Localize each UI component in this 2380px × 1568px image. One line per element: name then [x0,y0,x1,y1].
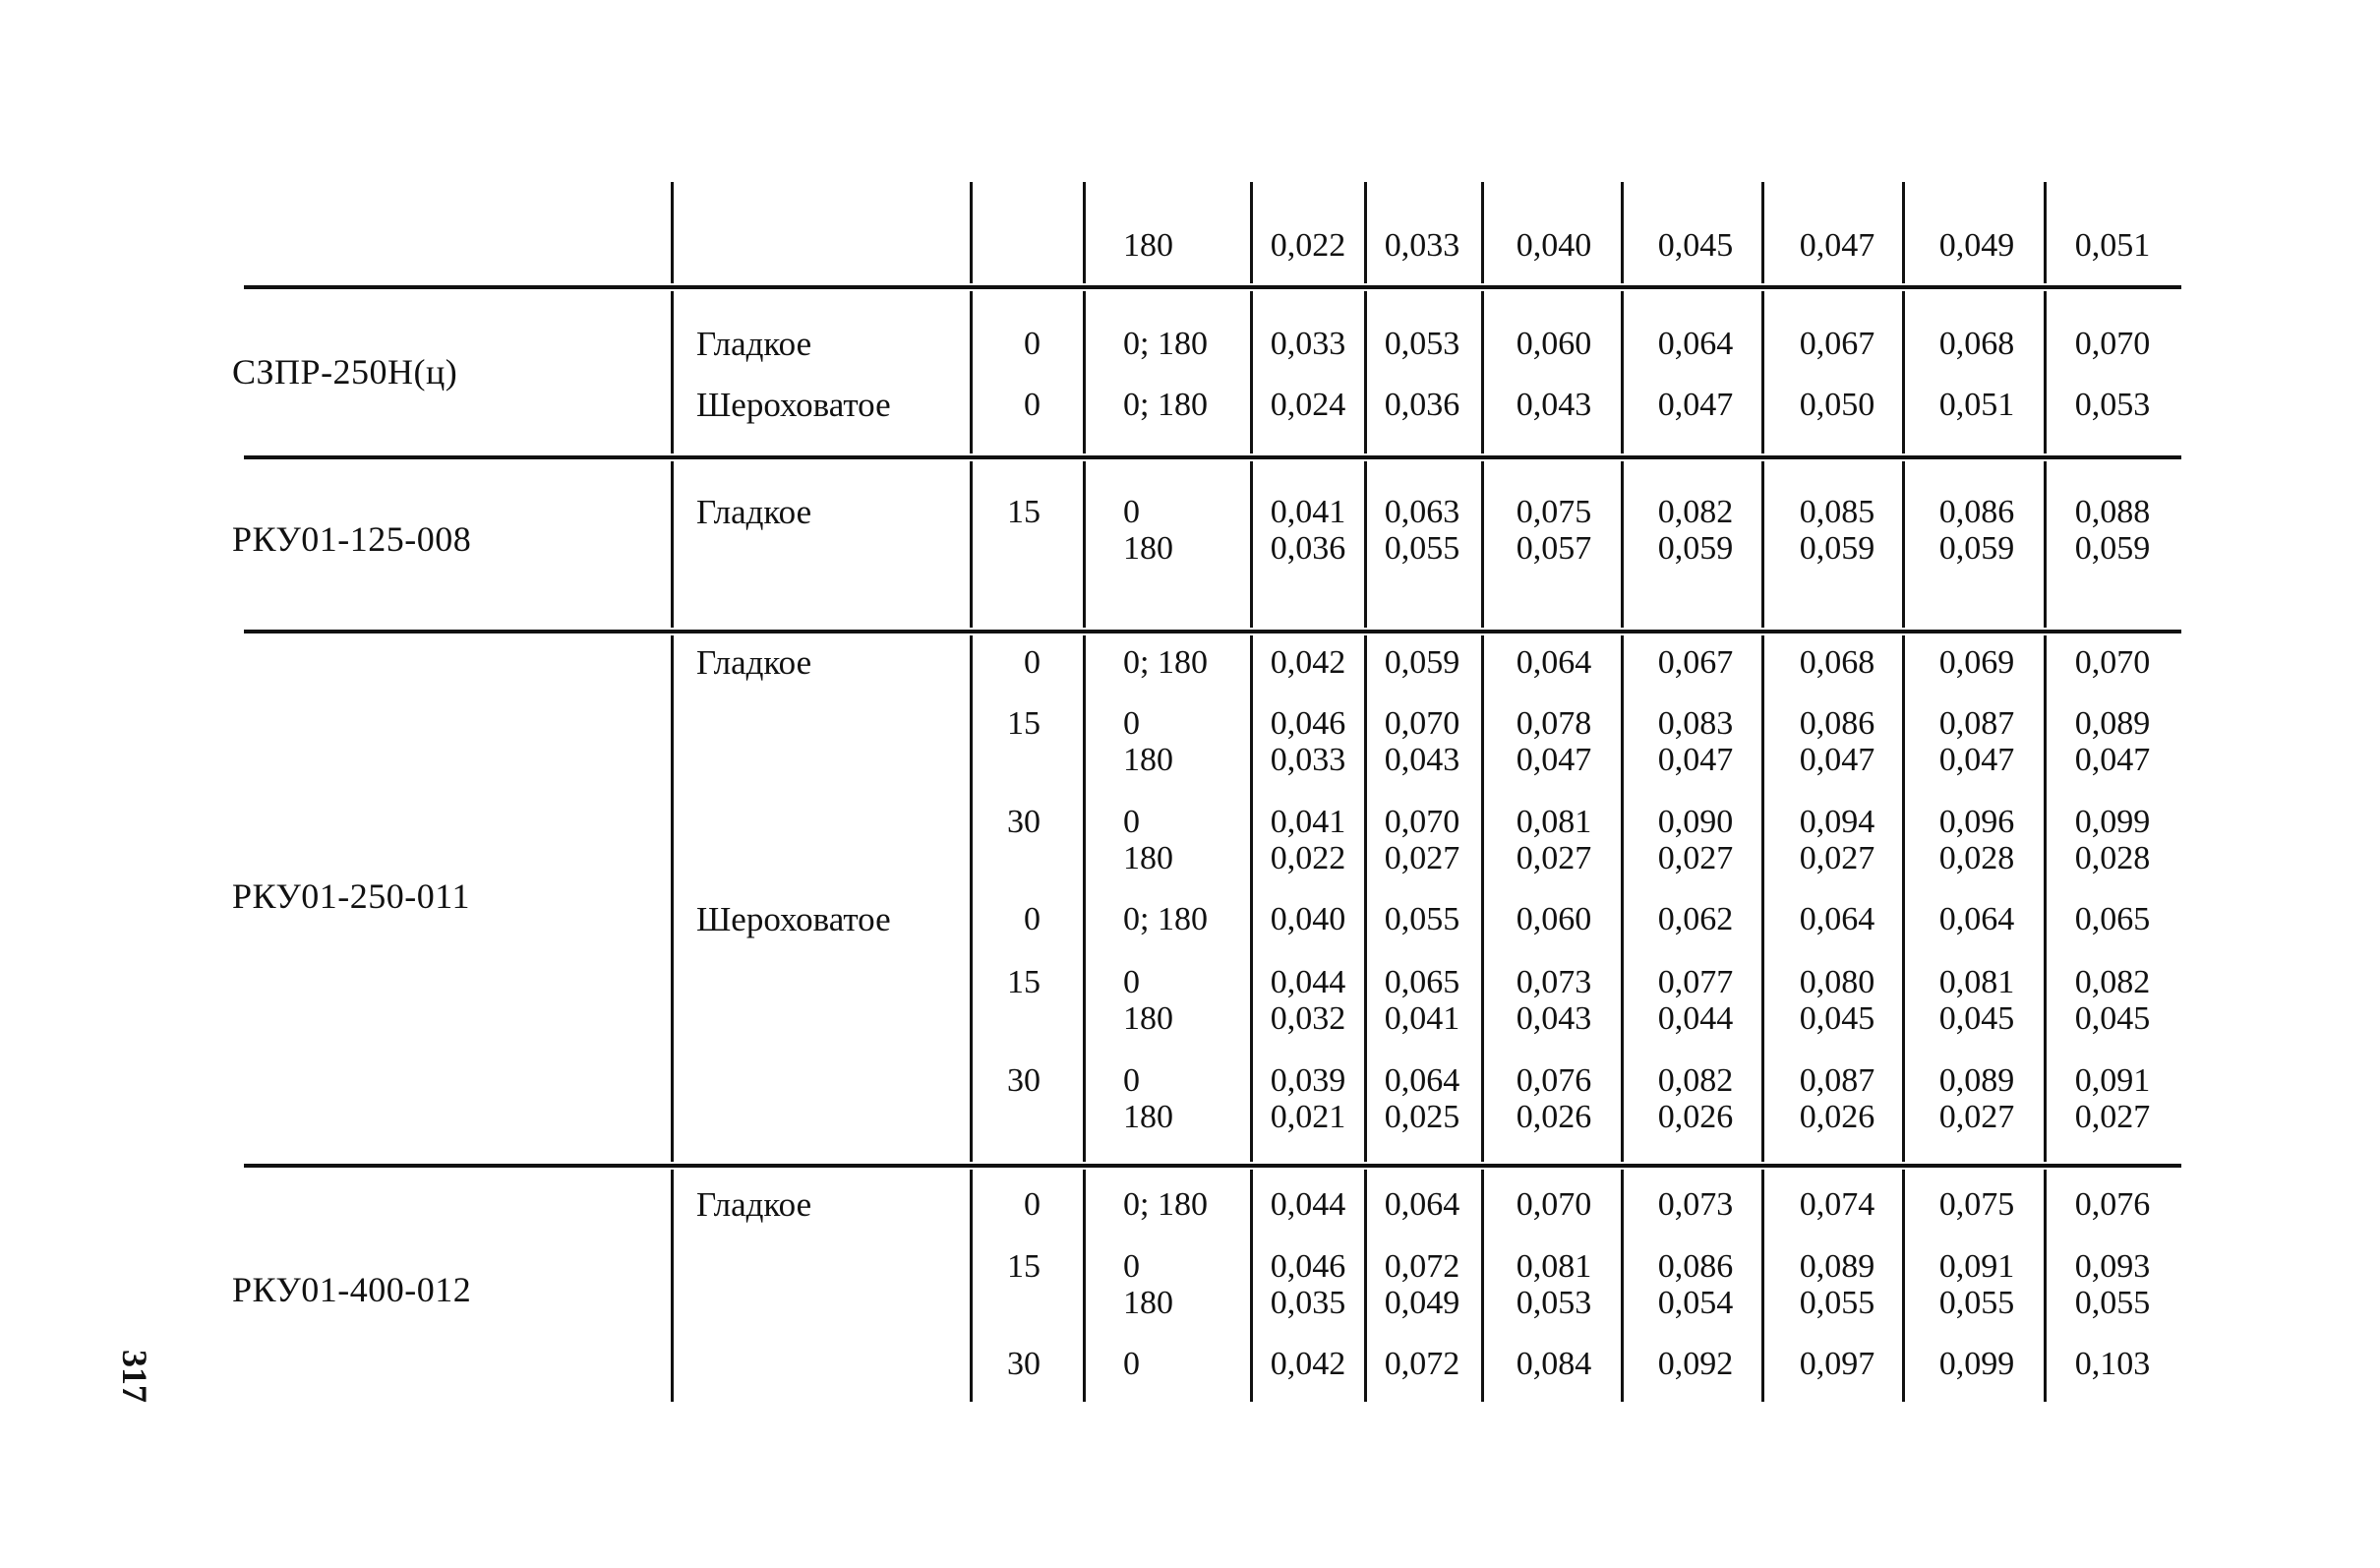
column-rule [970,291,973,453]
value-cell: 0,062 [1657,901,1734,937]
column-rule [2044,461,2047,628]
tilt-cell: 0 [1024,644,1041,681]
value-cell: 0,044 [1270,1186,1346,1223]
value-cell: 0,089 [2074,705,2151,742]
value-cell: 0,027 [1516,840,1592,876]
tilt-cell: 15 [1007,494,1041,530]
surface-type: Гладкое [696,1185,812,1224]
value-cell: 0,027 [1938,1099,2015,1135]
column-rule [1250,1170,1253,1402]
column-rule [1083,182,1086,283]
tilt-cell: 0 [1024,1186,1041,1223]
value-cell: 0,046 [1270,1248,1346,1285]
angle-cell: 0; 180 [1123,1186,1208,1223]
value-cell: 0,064 [1384,1186,1460,1223]
column-rule [1761,291,1764,453]
value-cell: 0,042 [1270,644,1346,681]
tilt-cell: 0 [1024,387,1041,423]
column-rule [970,182,973,283]
value-cell: 0,024 [1270,387,1346,423]
angle-cell: 0 [1123,1062,1140,1099]
horizontal-rule [244,285,2181,289]
value-cell: 0,039 [1270,1062,1346,1099]
value-cell: 0,055 [1938,1285,2015,1321]
value-cell: 0,084 [1516,1346,1592,1382]
value-cell: 0,022 [1270,227,1346,264]
value-cell: 0,027 [1799,840,1875,876]
value-cell: 0,054 [1657,1285,1734,1321]
tilt-cell: 30 [1007,1346,1041,1382]
fixture-name: РКУ01-400-012 [232,1270,472,1309]
value-cell: 0,042 [1270,1346,1346,1382]
angle-cell: 0 [1123,964,1140,1000]
column-rule [2044,291,2047,453]
value-cell: 0,051 [1938,387,2015,423]
surface-type: Гладкое [696,643,812,682]
value-cell: 0,044 [1270,964,1346,1000]
value-cell: 0,045 [2074,1000,2151,1037]
value-cell: 0,091 [1938,1248,2015,1285]
value-cell: 0,072 [1384,1248,1460,1285]
column-rule [1481,182,1484,283]
angle-cell: 180 [1123,227,1173,264]
column-rule [1083,291,1086,453]
value-cell: 0,035 [1270,1285,1346,1321]
value-cell: 0,070 [1516,1186,1592,1223]
value-cell: 0,028 [1938,840,2015,876]
value-cell: 0,053 [1516,1285,1592,1321]
value-cell: 0,033 [1384,227,1460,264]
value-cell: 0,064 [1938,901,2015,937]
value-cell: 0,036 [1384,387,1460,423]
value-cell: 0,065 [2074,901,2151,937]
column-rule [1083,461,1086,628]
value-cell: 0,059 [2074,530,2151,567]
column-rule [1761,635,1764,1162]
value-cell: 0,025 [1384,1099,1460,1135]
column-rule [2044,1170,2047,1402]
angle-cell: 180 [1123,840,1173,876]
value-cell: 0,076 [2074,1186,2151,1223]
value-cell: 0,063 [1384,494,1460,530]
surface-type: Гладкое [696,325,812,363]
horizontal-rule [244,1164,2181,1168]
value-cell: 0,065 [1384,964,1460,1000]
column-rule [1481,291,1484,453]
value-cell: 0,049 [1384,1285,1460,1321]
value-cell: 0,041 [1270,494,1346,530]
value-cell: 0,081 [1938,964,2015,1000]
value-cell: 0,059 [1938,530,2015,567]
value-cell: 0,057 [1516,530,1592,567]
column-rule [671,291,674,453]
fixture-name: РКУ01-250-011 [232,876,470,916]
tilt-cell: 0 [1024,326,1041,362]
value-cell: 0,081 [1516,804,1592,840]
value-cell: 0,045 [1938,1000,2015,1037]
value-cell: 0,088 [2074,494,2151,530]
value-cell: 0,055 [1799,1285,1875,1321]
value-cell: 0,070 [1384,705,1460,742]
column-rule [970,1170,973,1402]
column-rule [1902,635,1905,1162]
value-cell: 0,053 [2074,387,2151,423]
fixture-name: РКУ01-125-008 [232,519,472,559]
column-rule [1761,182,1764,283]
value-cell: 0,040 [1516,227,1592,264]
value-cell: 0,103 [2074,1346,2151,1382]
value-cell: 0,092 [1657,1346,1734,1382]
value-cell: 0,082 [1657,1062,1734,1099]
angle-cell: 0; 180 [1123,387,1208,423]
value-cell: 0,036 [1270,530,1346,567]
value-cell: 0,045 [1799,1000,1875,1037]
value-cell: 0,070 [2074,644,2151,681]
column-rule [2044,635,2047,1162]
value-cell: 0,094 [1799,804,1875,840]
value-cell: 0,049 [1938,227,2015,264]
value-cell: 0,026 [1799,1099,1875,1135]
value-cell: 0,093 [2074,1248,2151,1285]
column-rule [1364,461,1367,628]
tilt-cell: 15 [1007,964,1041,1000]
value-cell: 0,089 [1938,1062,2015,1099]
value-cell: 0,027 [1384,840,1460,876]
column-rule [671,461,674,628]
horizontal-rule [244,630,2181,633]
value-cell: 0,067 [1799,326,1875,362]
value-cell: 0,064 [1657,326,1734,362]
value-cell: 0,072 [1384,1346,1460,1382]
value-cell: 0,097 [1799,1346,1875,1382]
value-cell: 0,059 [1657,530,1734,567]
value-cell: 0,046 [1270,705,1346,742]
value-cell: 0,047 [1799,227,1875,264]
value-cell: 0,053 [1384,326,1460,362]
column-rule [671,182,674,283]
value-cell: 0,085 [1799,494,1875,530]
angle-cell: 180 [1123,530,1173,567]
value-cell: 0,026 [1516,1099,1592,1135]
column-rule [1902,182,1905,283]
column-rule [1621,182,1624,283]
value-cell: 0,064 [1799,901,1875,937]
value-cell: 0,033 [1270,742,1346,778]
value-cell: 0,032 [1270,1000,1346,1037]
angle-cell: 0 [1123,494,1140,530]
value-cell: 0,021 [1270,1099,1346,1135]
angle-cell: 0 [1123,1346,1140,1382]
column-rule [1250,461,1253,628]
column-rule [1902,291,1905,453]
value-cell: 0,091 [2074,1062,2151,1099]
value-cell: 0,047 [1516,742,1592,778]
value-cell: 0,082 [1657,494,1734,530]
tilt-cell: 15 [1007,1248,1041,1285]
value-cell: 0,050 [1799,387,1875,423]
column-rule [970,635,973,1162]
column-rule [1250,635,1253,1162]
value-cell: 0,070 [2074,326,2151,362]
surface-type: Шероховатое [696,900,891,938]
column-rule [1250,291,1253,453]
value-cell: 0,070 [1384,804,1460,840]
value-cell: 0,096 [1938,804,2015,840]
value-cell: 0,055 [1384,530,1460,567]
surface-type: Шероховатое [696,386,891,424]
value-cell: 0,047 [1799,742,1875,778]
column-rule [1250,182,1253,283]
horizontal-rule [244,455,2181,459]
column-rule [1761,1170,1764,1402]
value-cell: 0,067 [1657,644,1734,681]
column-rule [1481,1170,1484,1402]
value-cell: 0,047 [2074,742,2151,778]
value-cell: 0,051 [2074,227,2151,264]
column-rule [1364,182,1367,283]
value-cell: 0,075 [1516,494,1592,530]
tilt-cell: 30 [1007,1062,1041,1099]
value-cell: 0,060 [1516,326,1592,362]
value-cell: 0,077 [1657,964,1734,1000]
column-rule [1364,635,1367,1162]
column-rule [671,635,674,1162]
value-cell: 0,083 [1657,705,1734,742]
value-cell: 0,068 [1938,326,2015,362]
tilt-cell: 0 [1024,901,1041,937]
value-cell: 0,078 [1516,705,1592,742]
value-cell: 0,027 [2074,1099,2151,1135]
column-rule [1761,461,1764,628]
angle-cell: 0; 180 [1123,644,1208,681]
column-rule [1621,1170,1624,1402]
tilt-cell: 30 [1007,804,1041,840]
angle-cell: 180 [1123,1000,1173,1037]
angle-cell: 0 [1123,804,1140,840]
value-cell: 0,047 [1938,742,2015,778]
value-cell: 0,043 [1516,387,1592,423]
value-cell: 0,086 [1799,705,1875,742]
value-cell: 0,074 [1799,1186,1875,1223]
angle-cell: 0; 180 [1123,901,1208,937]
angle-cell: 180 [1123,1285,1173,1321]
value-cell: 0,081 [1516,1248,1592,1285]
angle-cell: 0 [1123,705,1140,742]
column-rule [1481,461,1484,628]
value-cell: 0,047 [1657,742,1734,778]
value-cell: 0,043 [1384,742,1460,778]
value-cell: 0,045 [1657,227,1734,264]
value-cell: 0,027 [1657,840,1734,876]
value-cell: 0,086 [1657,1248,1734,1285]
value-cell: 0,099 [1938,1346,2015,1382]
value-cell: 0,055 [2074,1285,2151,1321]
fixture-name: СЗПР-250Н(ц) [232,352,458,392]
column-rule [1364,291,1367,453]
surface-type: Гладкое [696,493,812,531]
column-rule [2044,182,2047,283]
value-cell: 0,055 [1384,901,1460,937]
value-cell: 0,043 [1516,1000,1592,1037]
value-cell: 0,044 [1657,1000,1734,1037]
column-rule [1083,635,1086,1162]
value-cell: 0,075 [1938,1186,2015,1223]
value-cell: 0,060 [1516,901,1592,937]
angle-cell: 0 [1123,1248,1140,1285]
column-rule [1902,1170,1905,1402]
column-rule [1902,461,1905,628]
value-cell: 0,076 [1516,1062,1592,1099]
column-rule [1621,635,1624,1162]
column-rule [970,461,973,628]
column-rule [1083,1170,1086,1402]
column-rule [671,1170,674,1402]
value-cell: 0,033 [1270,326,1346,362]
value-cell: 0,059 [1799,530,1875,567]
value-cell: 0,082 [2074,964,2151,1000]
angle-cell: 180 [1123,742,1173,778]
column-rule [1621,461,1624,628]
angle-cell: 0; 180 [1123,326,1208,362]
value-cell: 0,080 [1799,964,1875,1000]
value-cell: 0,086 [1938,494,2015,530]
value-cell: 0,090 [1657,804,1734,840]
angle-cell: 180 [1123,1099,1173,1135]
column-rule [1621,291,1624,453]
value-cell: 0,064 [1516,644,1592,681]
value-cell: 0,069 [1938,644,2015,681]
value-cell: 0,073 [1657,1186,1734,1223]
value-cell: 0,068 [1799,644,1875,681]
page-number: 317 [115,1350,154,1403]
value-cell: 0,059 [1384,644,1460,681]
value-cell: 0,087 [1938,705,2015,742]
value-cell: 0,041 [1384,1000,1460,1037]
tilt-cell: 15 [1007,705,1041,742]
value-cell: 0,064 [1384,1062,1460,1099]
column-rule [1364,1170,1367,1402]
value-cell: 0,087 [1799,1062,1875,1099]
value-cell: 0,073 [1516,964,1592,1000]
value-cell: 0,099 [2074,804,2151,840]
value-cell: 0,022 [1270,840,1346,876]
column-rule [1481,635,1484,1162]
value-cell: 0,041 [1270,804,1346,840]
value-cell: 0,028 [2074,840,2151,876]
value-cell: 0,047 [1657,387,1734,423]
value-cell: 0,089 [1799,1248,1875,1285]
value-cell: 0,026 [1657,1099,1734,1135]
value-cell: 0,040 [1270,901,1346,937]
